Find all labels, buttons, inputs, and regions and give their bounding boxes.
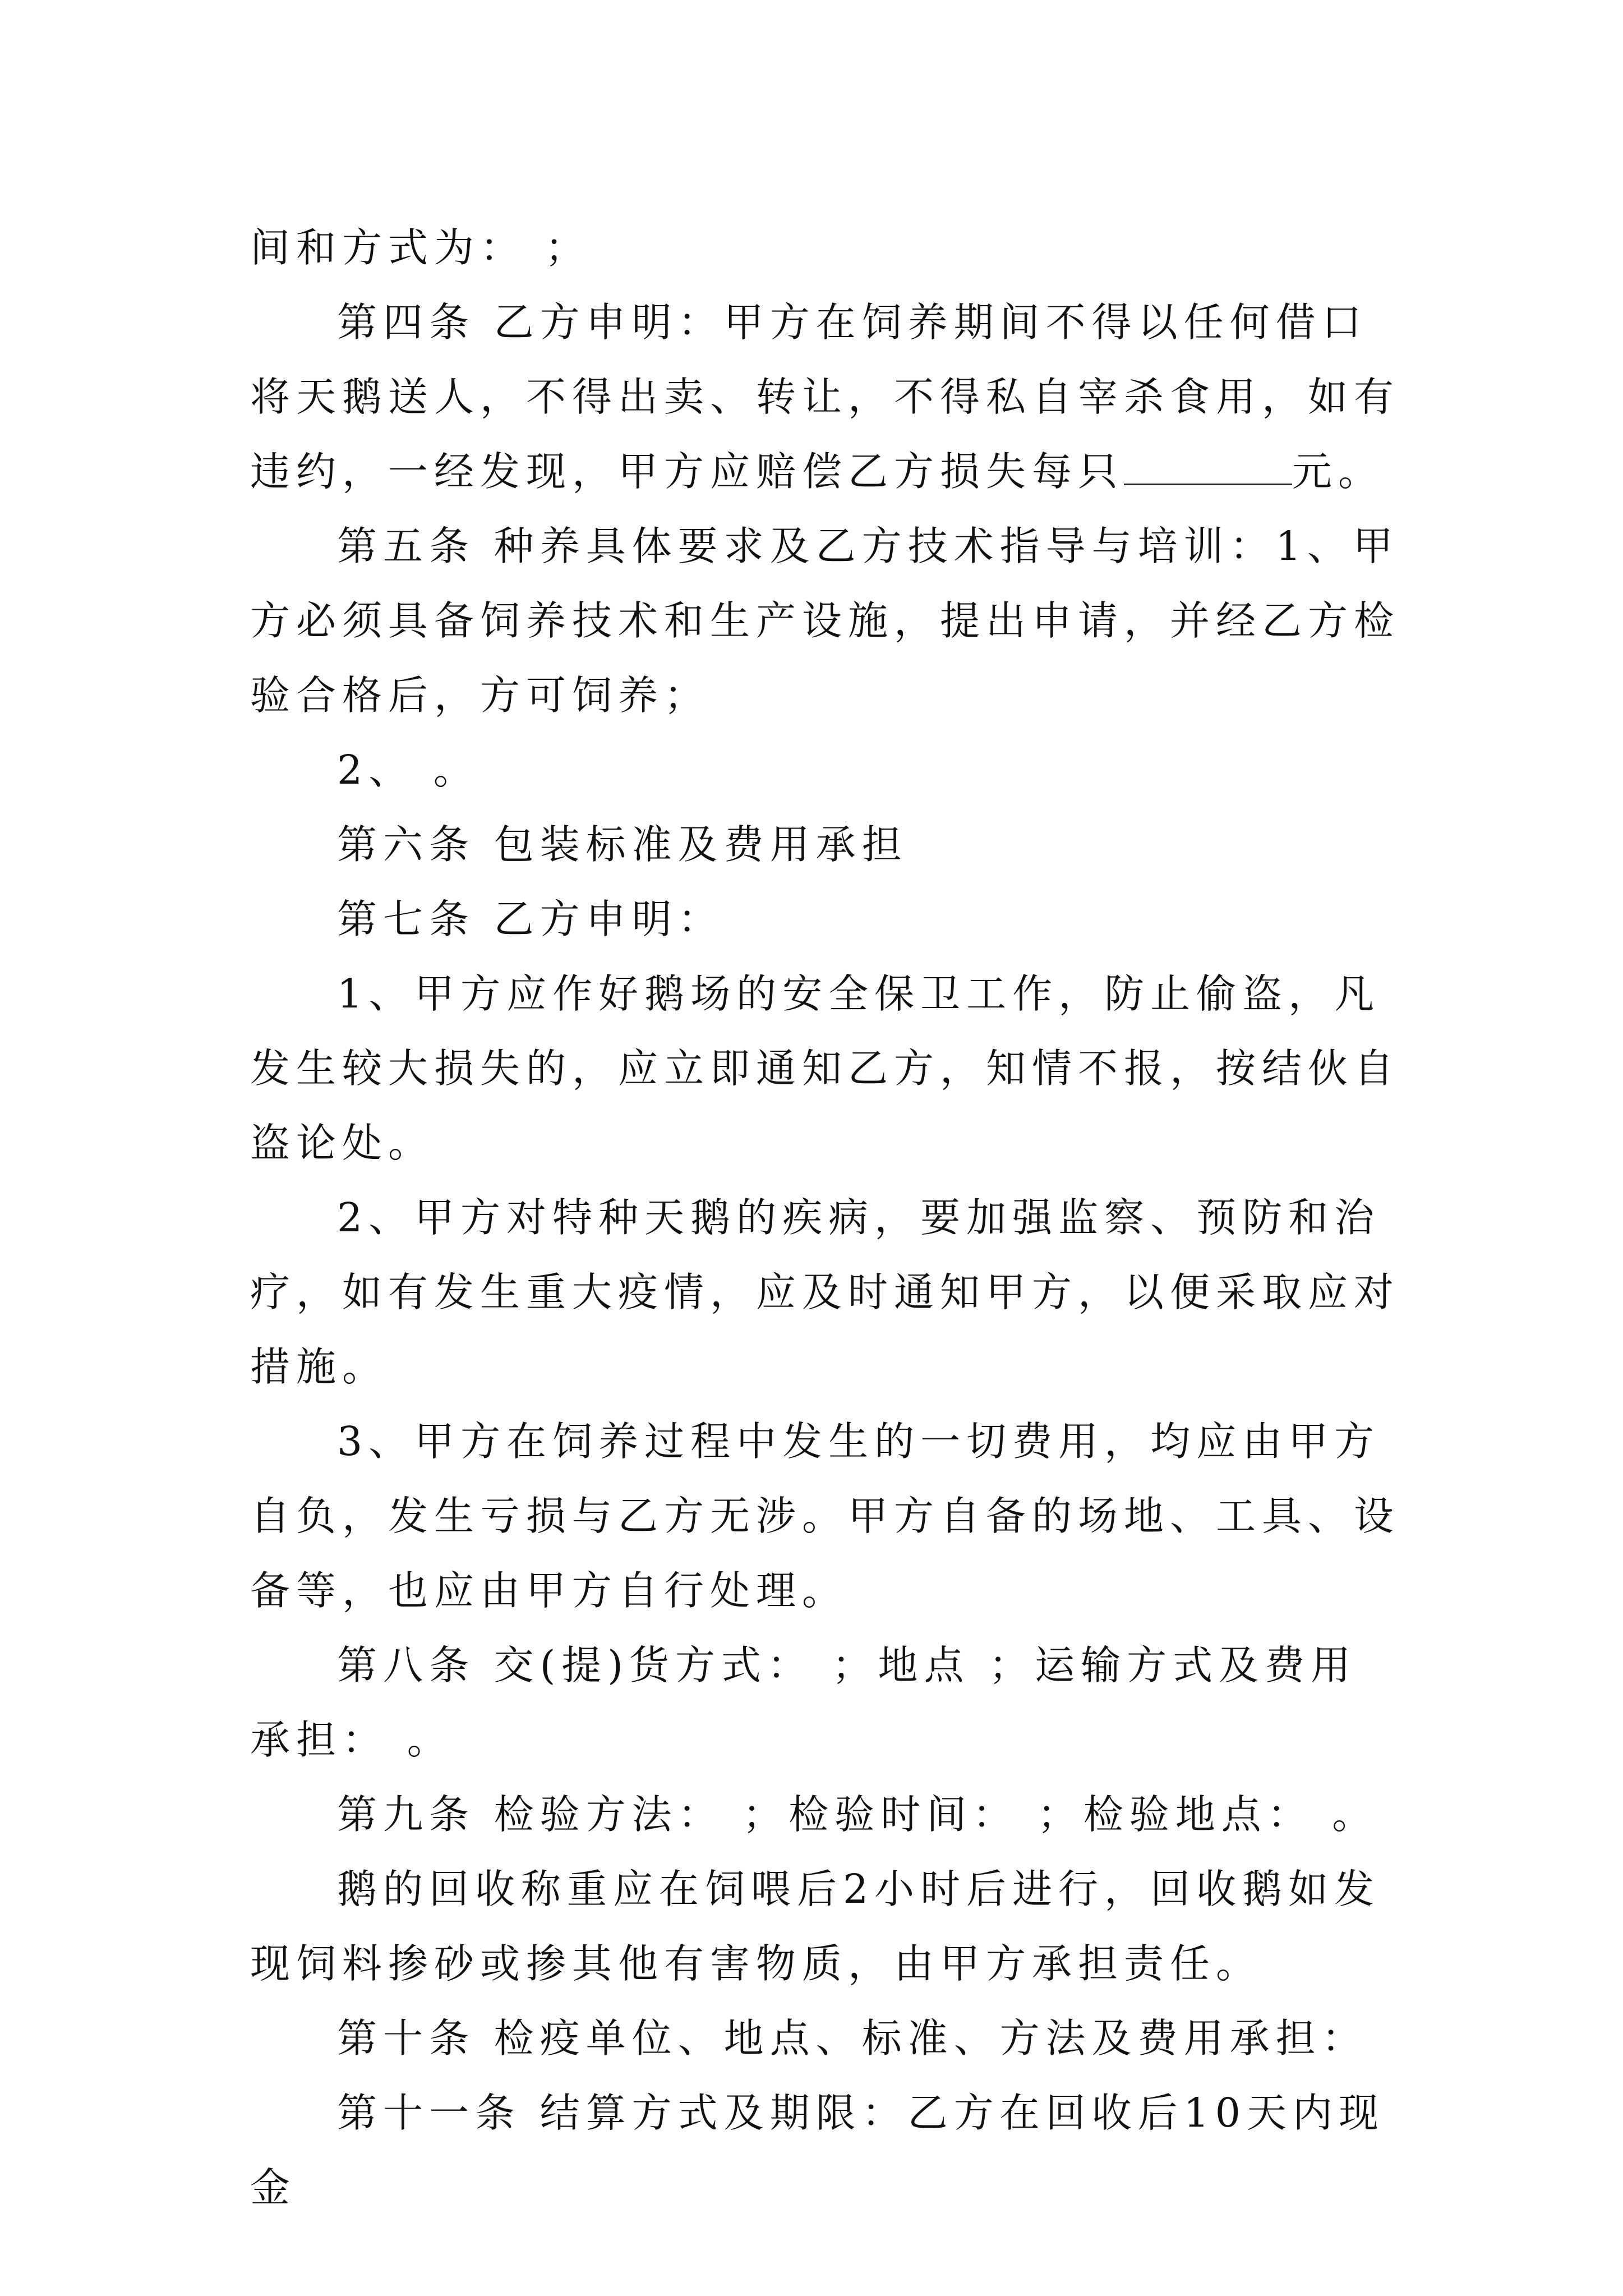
paragraph-continuation: 间和方式为： ； (250, 224, 591, 271)
paragraph-article-10: 第十条 检疫单位、地点、标准、方法及费用承担： (337, 2015, 1368, 2062)
paragraph-article-9: 第九条 检验方法： ；检验时间： ；检验地点： 。 (337, 1791, 1378, 1838)
paragraph-article-7-item-2: 2、甲方对特种天鹅的疾病，要加强监察、预防和治疗，如有发生重大疫情，应及时通知甲方，以便采取应对措施。 (250, 1194, 1400, 1390)
paragraph-article-6: 第六条 包装标准及费用承担 (337, 821, 908, 868)
paragraph-article-5: 第五条 种养具体要求及乙方技术指导与培训：1、甲方必须具备饲养技术和生产设施，提出申请，并经乙方检验合格后，方可饲养； (250, 523, 1400, 719)
paragraph-article-4 (250, 285, 1400, 509)
paragraph-article-7-item-1: 1、甲方应作好鹅场的安全保卫工作，防止偷盗，凡发生较大损失的，应立即通知乙方，知情不报，按结伙自盗论处。 (250, 970, 1400, 1166)
paragraph-article-5-item-2: 2、 。 (337, 747, 479, 793)
article-4-tail: 元。 (1292, 448, 1385, 495)
paragraph-weighing: 鹅的回收称重应在饲喂后2小时后进行，回收鹅如发现饲料掺砂或掺其他有害物质，由甲方承担责任。 (250, 1866, 1381, 1987)
paragraph-article-7: 第七条 乙方申明： (337, 896, 724, 942)
article-4-text: 第四条 乙方申明：甲方在饲养期间不得以任何借口将天鹅送人，不得出卖、转让，不得私自宰杀食用，如有违约，一经发现，甲方应赔偿乙方损失每只 (250, 299, 1400, 495)
paragraph-article-7-item-3: 3、甲方在饲养过程中发生的一切费用，均应由甲方自负，发生亏损与乙方无涉。甲方自备的场地、工具、设备等，也应由甲方自行处理。 (250, 1418, 1400, 1614)
paragraph-article-8: 第八条 交(提)货方式： ；地点 ；运输方式及费用承担： 。 (250, 1642, 1357, 1763)
fill-in-blank (1124, 450, 1292, 485)
paragraph-article-11: 第十一条 结算方式及期限：乙方在回收后10天内现金 (250, 2090, 1385, 2211)
document-body (250, 210, 1400, 2225)
